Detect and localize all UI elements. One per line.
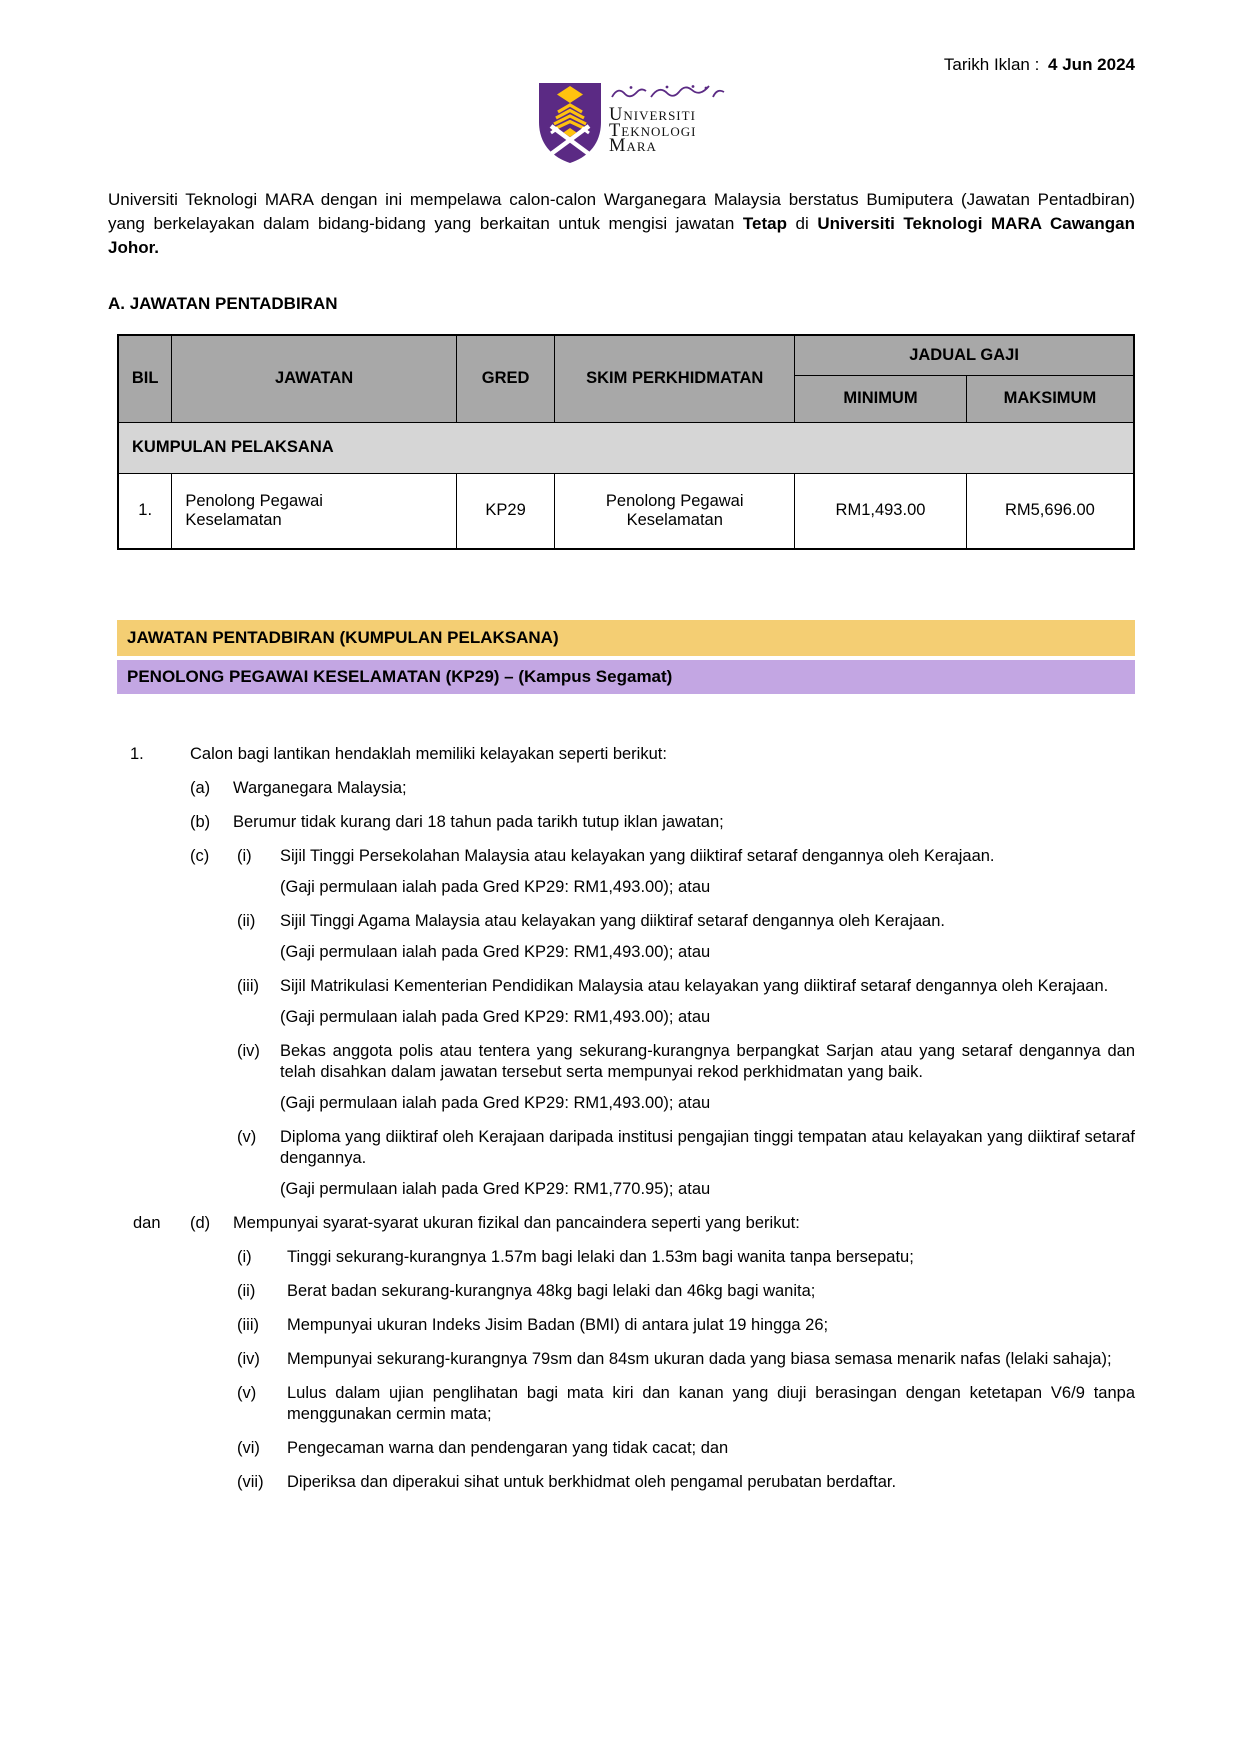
banner-jawatan-pentadbiran <box>117 620 1135 656</box>
item-text-block <box>280 846 1135 898</box>
item-text: Lulus dalam ujian penglihatan bagi mata kiri dan kanan yang diuji berasingan dengan ketetapan V6/9 tanpa menggunakan cermin mata; <box>287 1383 1135 1423</box>
cell-minimum: RM1,493.00 <box>795 473 967 549</box>
sub-item-marker: (ii) <box>237 911 256 930</box>
requirement-item-c-ii <box>108 911 1135 963</box>
item-text-block <box>280 976 1135 1028</box>
logo-text-block <box>609 82 727 155</box>
requirement-item-c-v <box>108 1127 1135 1200</box>
sub-item-marker: (iv) <box>237 1041 260 1060</box>
sub-item-marker: (i) <box>237 1247 252 1266</box>
intro-text-1: Universiti Teknologi MARA dengan ini mempelawa calon-calon Warganegara Malaysia berstatus Bumiputera (Jawatan Pentadbiran) yang berkelayakan dalam bidang-bidang yang berkaitan untuk mengisi jawatan <box>108 190 1135 233</box>
banner-group-text: JAWATAN PENTADBIRAN (KUMPULAN PELAKSANA) <box>127 627 559 647</box>
col-header-bil: BIL <box>118 335 172 422</box>
item-number: 1. <box>130 744 144 763</box>
cell-skim <box>555 473 795 549</box>
requirement-item-d-i <box>108 1247 1135 1268</box>
col-header-maksimum: MAKSIMUM <box>966 375 1134 422</box>
page-header <box>108 0 1135 188</box>
item-text: Bekas anggota polis atau tentera yang sekurang-kurangnya berpangkat Sarjan atau yang setaraf dengannya dan telah disahkan dalam jawatan tersebut serta mempunyai rekod perkhidmatan yang baik. <box>280 1041 1135 1081</box>
item-marker: (c) <box>190 846 210 865</box>
cell-jawatan <box>172 473 456 549</box>
sub-item-marker: (ii) <box>237 1281 256 1300</box>
date-value: 4 Jun 2024 <box>1048 55 1135 74</box>
banner-position-text: PENOLONG PEGAWAI KESELAMATAN (KP29) – (Kampus Segamat) <box>127 666 673 686</box>
requirement-item-d-iv <box>108 1349 1135 1370</box>
gaji-note: (Gaji permulaan ialah pada Gred KP29: RM1,493.00); atau <box>280 877 711 896</box>
requirement-item-d-v <box>108 1383 1135 1425</box>
item-text: Diploma yang diiktiraf oleh Kerajaan daripada institusi pengajian tinggi tempatan atau kelayakan yang diiktiraf setaraf dengannya. <box>280 1127 1135 1167</box>
date-label: Tarikh Iklan : <box>943 55 1040 74</box>
item-text: Mempunyai syarat-syarat ukuran fizikal dan pancaindera seperti yang berikut: <box>233 1213 800 1232</box>
item-marker: (b) <box>190 812 211 831</box>
table-row <box>118 473 1134 549</box>
advert-date <box>944 55 1135 75</box>
item-text: Sijil Tinggi Agama Malaysia atau kelayakan yang diiktiraf setaraf dengannya oleh Kerajaan. <box>280 911 945 930</box>
item-text: Sijil Tinggi Persekolahan Malaysia atau kelayakan yang diiktiraf setaraf dengannya oleh Kerajaan. <box>280 846 995 865</box>
item-marker: (d) <box>190 1213 211 1232</box>
sub-item-marker: (v) <box>237 1127 257 1146</box>
group-row-label: KUMPULAN PELAKSANA <box>118 422 1134 473</box>
uitm-logo <box>538 82 727 164</box>
sub-item-marker: (iii) <box>237 1315 259 1334</box>
requirement-item-b <box>108 812 1135 833</box>
banner-penolong-pegawai <box>117 660 1135 694</box>
sub-item-marker: (iii) <box>237 976 259 995</box>
item-text-block <box>280 1041 1135 1114</box>
item-text: Warganegara Malaysia; <box>233 778 407 797</box>
gaji-note: (Gaji permulaan ialah pada Gred KP29: RM1,493.00); atau <box>280 1093 711 1112</box>
positions-table <box>117 334 1135 550</box>
section-a-heading: A. JAWATAN PENTADBIRAN <box>108 294 338 313</box>
logo-wordmark-line1: Universiti <box>609 105 696 125</box>
requirement-item-c-iii <box>108 976 1135 1028</box>
col-header-minimum: MINIMUM <box>795 375 967 422</box>
sub-item-marker: (iv) <box>237 1349 260 1368</box>
logo-wordmark-line2: Teknologi <box>609 120 697 141</box>
intro-bold-cawangan: Universiti Teknologi MARA Cawangan Johor. <box>108 214 1135 257</box>
item-marker: (a) <box>190 778 211 797</box>
item-text: Tinggi sekurang-kurangnya 1.57m bagi lelaki dan 1.53m bagi wanita tanpa bersepatu; <box>287 1247 914 1266</box>
col-header-jadual-gaji: JADUAL GAJI <box>795 335 1134 375</box>
sub-item-marker: (v) <box>237 1383 257 1402</box>
jawi-calligraphy-icon <box>609 84 727 101</box>
requirements-list <box>108 744 1135 1493</box>
requirement-item-c-iv <box>108 1041 1135 1114</box>
cell-skim-text: Penolong Pegawai Keselamatan <box>605 491 744 529</box>
dan-prefix: dan <box>133 1213 161 1232</box>
item-text: Pengecaman warna dan pendengaran yang tidak cacat; dan <box>287 1438 729 1457</box>
item-text-block <box>280 1127 1135 1200</box>
requirement-item-1 <box>108 744 1135 765</box>
sub-item-marker: (vi) <box>237 1438 260 1457</box>
logo-wordmark-line3: Mara <box>609 136 657 156</box>
item-text: Sijil Matrikulasi Kementerian Pendidikan Malaysia atau kelayakan yang diiktiraf setaraf dengannya oleh Kerajaan. <box>280 976 1109 995</box>
cell-gred: KP29 <box>456 473 555 549</box>
item-text: Mempunyai sekurang-kurangnya 79sm dan 84sm ukuran dada yang biasa semasa menarik nafas (lelaki sahaja); <box>287 1349 1112 1368</box>
requirement-item-d-vi <box>108 1438 1135 1459</box>
intro-bold-tetap: Tetap <box>742 214 787 233</box>
cell-jawatan-text: Penolong Pegawai Keselamatan <box>185 491 323 529</box>
requirement-item-d-vii <box>108 1472 1135 1493</box>
cell-maksimum: RM5,696.00 <box>966 473 1134 549</box>
col-header-gred: GRED <box>456 335 555 422</box>
item-text: Calon bagi lantikan hendaklah memiliki kelayakan seperti berikut: <box>190 744 667 763</box>
uitm-shield-icon <box>538 82 602 164</box>
item-text: Mempunyai ukuran Indeks Jisim Badan (BMI) di antara julat 19 hingga 26; <box>287 1315 829 1334</box>
item-text: Berumur tidak kurang dari 18 tahun pada tarikh tutup iklan jawatan; <box>233 812 724 831</box>
cell-bil: 1. <box>118 473 172 549</box>
item-text: Berat badan sekurang-kurangnya 48kg bagi lelaki dan 46kg bagi wanita; <box>287 1281 816 1300</box>
gaji-note: (Gaji permulaan ialah pada Gred KP29: RM1,493.00); atau <box>280 1007 711 1026</box>
gaji-note: (Gaji permulaan ialah pada Gred KP29: RM1,493.00); atau <box>280 942 711 961</box>
requirement-item-c-i <box>108 846 1135 898</box>
col-header-skim: SKIM PERKHIDMATAN <box>555 335 795 422</box>
item-text: Diperiksa dan diperakui sihat untuk berkhidmat oleh pengamal perubatan berdaftar. <box>287 1472 897 1491</box>
logo-wordmark <box>609 105 727 156</box>
intro-text-2: di <box>786 214 818 233</box>
col-header-jawatan: JAWATAN <box>172 335 456 422</box>
gaji-note: (Gaji permulaan ialah pada Gred KP29: RM1,770.95); atau <box>280 1179 711 1198</box>
intro-paragraph <box>108 188 1135 260</box>
sub-item-marker: (vii) <box>237 1472 264 1491</box>
item-text-block <box>280 911 1135 963</box>
requirement-item-a <box>108 778 1135 799</box>
requirement-item-d-iii <box>108 1315 1135 1336</box>
requirement-item-d <box>108 1213 1135 1234</box>
requirement-item-d-ii <box>108 1281 1135 1302</box>
sub-item-marker: (i) <box>237 846 252 865</box>
